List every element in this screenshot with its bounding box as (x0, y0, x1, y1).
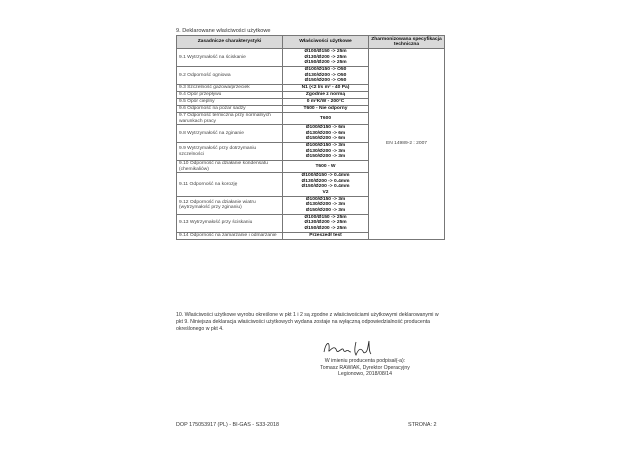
characteristic-cell: 9.14 Odporność na zamarzanie i odmarzanie (177, 232, 283, 239)
properties-table (176, 35, 445, 240)
footer-document-id: DOP 175053917 (PL) - BI-GAS - S33-2018 (176, 422, 279, 428)
property-value: Ø130/Ø200 -> 3m (305, 202, 346, 208)
handwritten-signature (318, 336, 408, 358)
property-value: Ø150/Ø200 -> O50 (304, 78, 347, 84)
property-value-cell (283, 125, 369, 143)
property-value-cell (283, 196, 369, 214)
property-value: Ø130/Ø200 -> O50 (304, 72, 347, 78)
property-value: Ø100/Ø150 -> 25m (304, 49, 347, 55)
property-value: Ø130/Ø200 -> 6m (305, 130, 346, 136)
signature-line-3: Legionowo, 2018/08/14 (338, 371, 392, 378)
property-value: Ø130/Ø200 -> 25m (304, 54, 347, 60)
characteristic-cell: 9.3 Szczelność gazowa/przeciek (177, 85, 283, 92)
property-value-cell (283, 92, 369, 99)
property-value: Ø130/Ø200 -> 3m (305, 148, 346, 154)
property-value: Ø100/Ø150 -> O50 (304, 67, 347, 73)
characteristic-cell: 9.11 Odporność na korozję (177, 173, 283, 197)
characteristic-cell: 9.12 Odporność na działanie wiatru (wytrzymałość przy zginaniu) (177, 196, 283, 214)
property-value: Ø100/Ø150 -> 6m (305, 125, 346, 131)
characteristic-cell: 9.1 Wytrzymałość na ściskanie (177, 49, 283, 67)
signature-line-2: Tomasz RAWIAK, Dyrektor Operacyjny (320, 364, 410, 371)
signature-block (300, 358, 430, 378)
property-value: Ø130/Ø200 -> 25m (304, 220, 347, 226)
property-value: Zgodnie z normą (305, 92, 346, 98)
characteristic-cell: 9.2 Odporność ogniowa (177, 67, 283, 85)
table-body (177, 49, 445, 240)
characteristic-cell: 9.10 Odporność na działanie kondensatu (chemikaliów) (177, 161, 283, 173)
header-specification: Zharmonizowana specyfikacja techniczna (369, 36, 445, 49)
characteristic-cell: 9.9 Wytrzymałość przy dotrzymaniu szczelności (177, 143, 283, 161)
property-value: Ø150/Ø200 -> 3m (305, 154, 346, 160)
property-value-cell (283, 214, 369, 232)
table-row (177, 49, 445, 67)
property-value: T600 - W (315, 163, 336, 169)
property-value: Przeszedł test (309, 232, 342, 238)
property-value: 0 m²K/W - 200°C (306, 99, 345, 105)
property-value: Ø150/Ø200 -> 25m (304, 225, 347, 231)
property-value-cell (283, 67, 369, 85)
characteristic-cell: 9.5 Opór cieplny (177, 99, 283, 106)
characteristic-cell: 9.4 Opór przepływu (177, 92, 283, 99)
characteristic-cell: 9.8 Wytrzymałość na zginanie (177, 125, 283, 143)
signature-line-1: W imieniu producenta podpisał(-a): (324, 358, 406, 364)
conformity-note: 10. Właściwości użytkowe wyrobu określone w pkt 1 i 2 są zgodne z właściwościami użytkowymi deklarowanymi w pkt 9. Niniejsza deklaracja właściwości użytkowych wydana zostaje na wyłączną odpowiedzialność producenta określonego w pkt 4. (176, 312, 439, 332)
characteristic-cell: 9.6 Odporność na pożar sadzy (177, 106, 283, 113)
property-value: N1 (<2 l/s m² - 40 Pa) (301, 85, 350, 91)
property-value-cell (283, 49, 369, 67)
header-properties: Właściwości użytkowe (283, 36, 369, 49)
section-title: 9. Deklarowane właściwości użytkowe (176, 28, 271, 34)
property-value: Ø130/Ø200 -> 0.4mm (301, 178, 350, 184)
property-value-cell (283, 173, 369, 197)
property-value: V2 (322, 189, 329, 195)
property-value-cell (283, 99, 369, 106)
property-value-cell (283, 232, 369, 239)
property-value: T600 - Nie odporny (303, 106, 348, 112)
property-value: Ø150/Ø200 -> 25m (304, 60, 347, 66)
header-characteristics: Zasadnicze charakterystyki (177, 36, 283, 49)
property-value: T600 (319, 115, 332, 121)
property-value-cell (283, 85, 369, 92)
property-value-cell (283, 106, 369, 113)
property-value: Ø150/Ø200 -> 3m (305, 207, 346, 213)
property-value-cell (283, 113, 369, 125)
specification-cell: EN 14989-2 : 2007 (369, 49, 445, 240)
table-header-row (177, 36, 445, 49)
footer-page-number: STRONA: 2 (408, 422, 437, 428)
property-value: Ø100/Ø150 -> 25m (304, 214, 347, 220)
property-value: Ø100/Ø150 -> 3m (305, 196, 346, 202)
characteristic-cell: 9.7 Odporność termiczna przy normalnych warunkach pracy (177, 113, 283, 125)
property-value: Ø100/Ø150 -> 0.4mm (301, 173, 350, 179)
property-value: Ø150/Ø200 -> 0.4mm (301, 184, 350, 190)
property-value: Ø150/Ø200 -> 6m (305, 136, 346, 142)
property-value-cell (283, 143, 369, 161)
characteristic-cell: 9.13 Wytrzymałość przy ściskaniu (177, 214, 283, 232)
property-value-cell (283, 161, 369, 173)
property-value: Ø100/Ø150 -> 3m (305, 143, 346, 149)
